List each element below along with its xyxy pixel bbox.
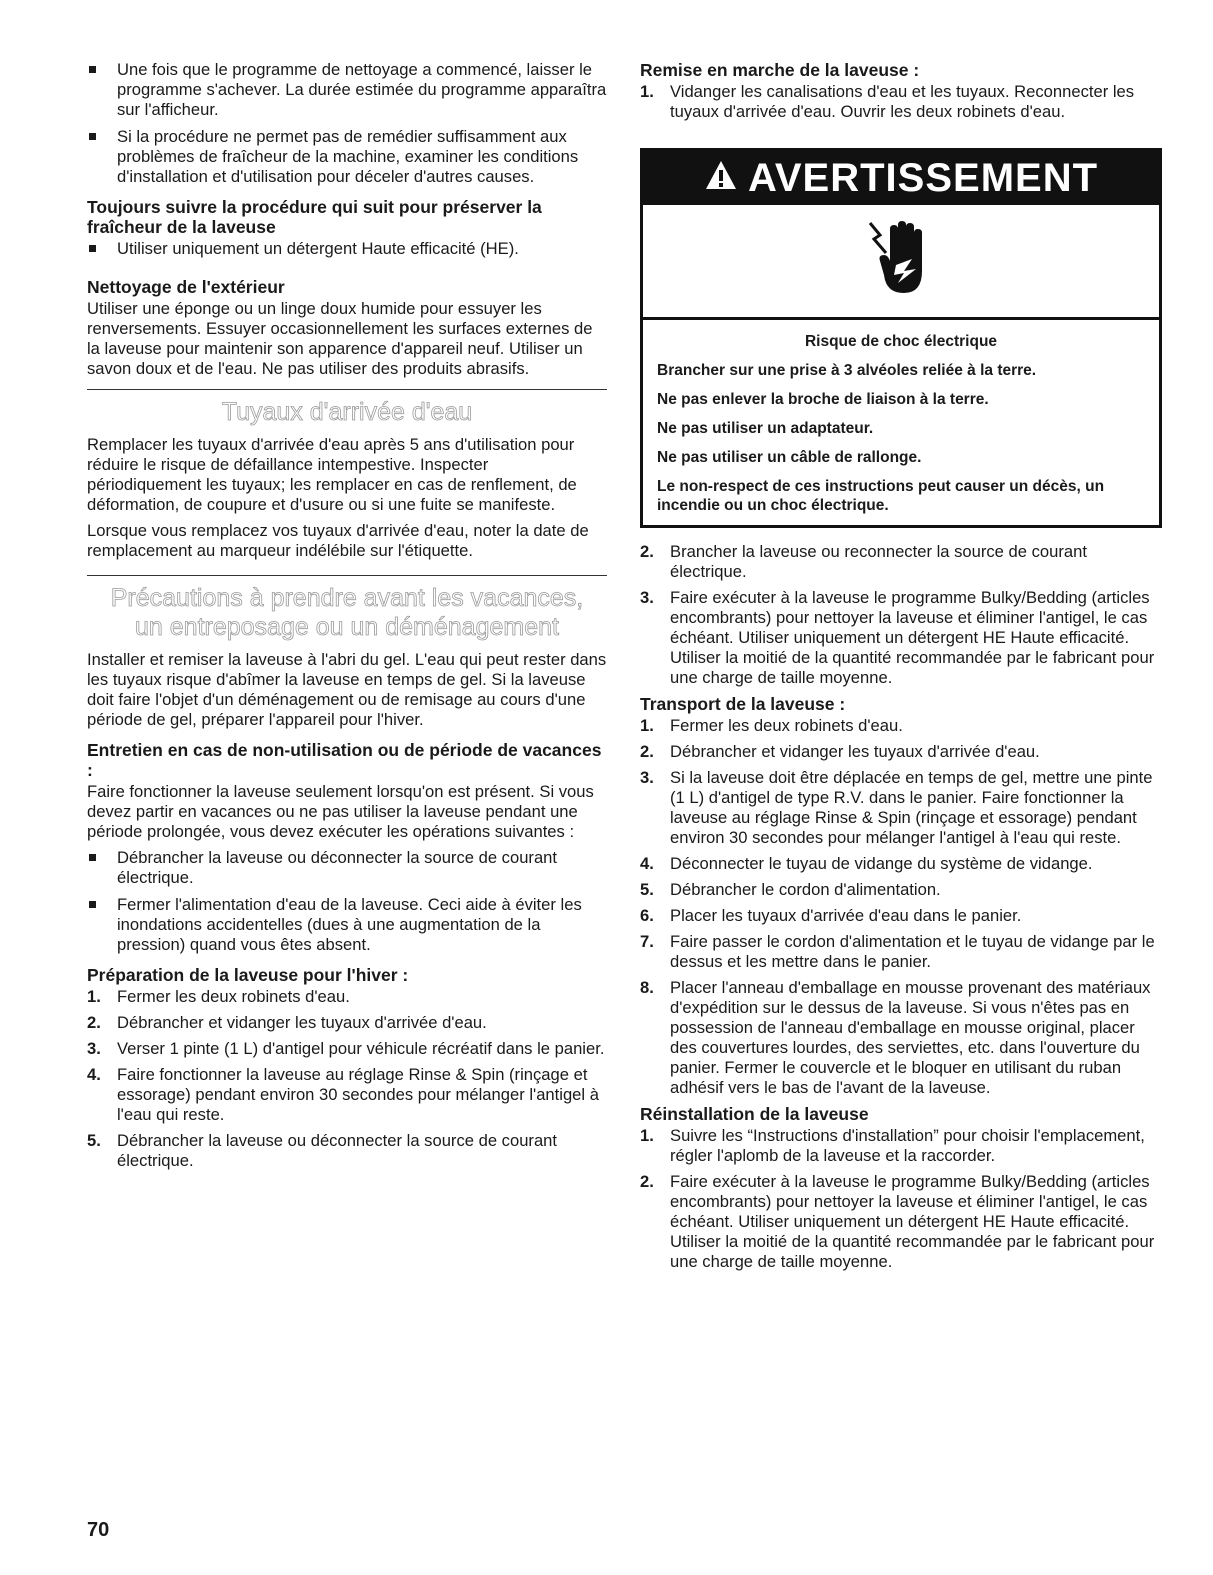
winter-heading: Préparation de la laveuse pour l'hiver : xyxy=(87,965,409,985)
list-item: Fermer l'alimentation d'eau de la laveuse. Ceci aide à éviter les inondations accidentelles (dues à une augmentation de la pression) quand vous êtes absent. xyxy=(87,895,607,955)
list-item xyxy=(87,1131,607,1171)
list-item xyxy=(87,1039,607,1059)
step-text: Fermer les deux robinets d'eau. xyxy=(117,987,350,1006)
step-text: Débrancher et vidanger les tuyaux d'arrivée d'eau. xyxy=(117,1013,487,1032)
list-item xyxy=(640,588,1162,688)
step-text: Faire fonctionner la laveuse au réglage Rinse & Spin (rinçage et essorage) pendant environ 30 secondes pour mélanger l'antigel à l'eau qui reste. xyxy=(117,1065,599,1124)
warning-body xyxy=(643,320,1159,525)
hoses-section-title: Tuyaux d'arrivée d'eau xyxy=(221,398,473,426)
step-number: 1. xyxy=(640,82,654,101)
right-column xyxy=(640,60,1162,1278)
maintenance-heading: Entretien en cas de non-utilisation ou de période de vacances : xyxy=(87,740,602,780)
transport-heading: Transport de la laveuse : xyxy=(640,694,846,714)
reinstall-heading: Réinstallation de la laveuse xyxy=(640,1104,869,1124)
hoses-paragraph: Remplacer les tuyaux d'arrivée d'eau après 5 ans d'utilisation pour réduire le risque de défaillance intempestive. Inspecter périodiquement les tuyaux; les remplacer en cas de renflement, de déformation, de coupure et d'usure ou si une fuite se manifeste. xyxy=(87,435,577,514)
step-number: 3. xyxy=(87,1039,101,1058)
exterior-heading: Nettoyage de l'extérieur xyxy=(87,277,285,297)
step-number: 3. xyxy=(640,768,654,787)
list-item xyxy=(640,1126,1162,1166)
step-text: Débrancher et vidanger les tuyaux d'arrivée d'eau. xyxy=(670,742,1040,761)
section-divider xyxy=(87,389,607,390)
step-number: 2. xyxy=(640,742,654,761)
step-text: Déconnecter le tuyau de vidange du système de vidange. xyxy=(670,854,1093,873)
electric-shock-hand-icon xyxy=(866,219,936,304)
step-number: 1. xyxy=(640,1126,654,1145)
list-item: Une fois que le programme de nettoyage a commencé, laisser le programme s'achever. La durée estimée du programme apparaîtra sur l'afficheur. xyxy=(87,60,607,120)
step-text: Débrancher le cordon d'alimentation. xyxy=(670,880,941,899)
step-text: Verser 1 pinte (1 L) d'antigel pour véhicule récréatif dans le panier. xyxy=(117,1039,605,1058)
step-number: 3. xyxy=(640,588,654,607)
step-number: 6. xyxy=(640,906,654,925)
step-text: Débrancher la laveuse ou déconnecter la source de courant électrique. xyxy=(117,1131,558,1170)
page-number: 70 xyxy=(87,1519,110,1541)
warning-line: Ne pas utiliser un adaptateur. xyxy=(657,420,874,437)
list-item xyxy=(640,854,1162,874)
intro-bullet-list xyxy=(87,60,607,187)
step-text: Placer les tuyaux d'arrivée d'eau dans le panier. xyxy=(670,906,1022,925)
list-item xyxy=(640,932,1162,972)
list-item xyxy=(640,1172,1162,1272)
reinstall-steps xyxy=(640,1126,1162,1272)
section-divider xyxy=(87,575,607,576)
step-number: 2. xyxy=(640,1172,654,1191)
list-item xyxy=(640,716,1162,736)
step-number: 8. xyxy=(640,978,654,997)
list-item: Si la procédure ne permet pas de remédier suffisamment aux problèmes de fraîcheur de la machine, examiner les conditions d'installation et d'utilisation pour déceler d'autres causes. xyxy=(87,127,607,187)
warning-header xyxy=(643,151,1159,205)
warning-line: Le non-respect de ces instructions peut causer un décès, un incendie ou un choc électrique. xyxy=(657,478,1105,514)
restart-steps-rest xyxy=(640,542,1162,688)
list-item xyxy=(640,82,1162,122)
step-text: Suivre les “Instructions d'installation” pour choisir l'emplacement, régler l'aplomb de la laveuse et la raccorder. xyxy=(670,1126,1145,1165)
maintenance-bullet-list xyxy=(87,848,607,955)
step-number: 4. xyxy=(87,1065,101,1084)
step-number: 7. xyxy=(640,932,654,951)
hoses-paragraph-2: Lorsque vous remplacez vos tuyaux d'arrivée d'eau, noter la date de remplacement au marqueur indélébile sur l'étiquette. xyxy=(87,521,589,560)
list-item xyxy=(640,768,1162,848)
warning-triangle-icon xyxy=(704,151,738,205)
vacation-paragraph: Installer et remiser la laveuse à l'abri du gel. L'eau qui peut rester dans les tuyaux risque d'abîmer la laveuse en temps de gel. Si la laveuse doit faire l'objet d'un déménagement ou de remisage au cours d'une période de gel, préparer l'appareil pour l'hiver. xyxy=(87,650,607,729)
step-text: Brancher la laveuse ou reconnecter la source de courant électrique. xyxy=(670,542,1087,581)
step-text: Faire exécuter à la laveuse le programme Bulky/Bedding (articles encombrants) pour nettoyer la laveuse et éliminer l'antigel, le cas échéant. Utiliser uniquement un détergent HE Haute efficacité. Utiliser la moitié de la quantité recommandée par le fabricant pour une charge de taille moyenne. xyxy=(670,588,1155,687)
step-number: 4. xyxy=(640,854,654,873)
restart-steps-first xyxy=(640,82,1162,122)
freshness-bullet-list xyxy=(87,239,607,259)
vacation-section-title: Précautions à prendre avant les vacances, xyxy=(110,584,584,612)
list-item xyxy=(640,978,1162,1098)
step-number: 5. xyxy=(87,1131,101,1150)
exterior-paragraph: Utiliser une éponge ou un linge doux humide pour essuyer les renversements. Essuyer occasionnellement les surfaces externes de la laveuse pour maintenir son apparence d'appareil neuf. Utiliser un savon doux et de l'eau. Ne pas utiliser des produits abrasifs. xyxy=(87,299,593,378)
step-text: Vidanger les canalisations d'eau et les tuyaux. Reconnecter les tuyaux d'arrivée d'eau. Ouvrir les deux robinets d'eau. xyxy=(670,82,1135,121)
left-column xyxy=(87,60,607,1177)
step-number: 1. xyxy=(87,987,101,1006)
step-text: Si la laveuse doit être déplacée en temps de gel, mettre une pinte (1 L) d'antigel de type R.V. dans le panier. Faire fonctionner la laveuse au réglage Rinse & Spin (rinçage et essorage) pendant environ 30 secondes pour mélanger l'antigel à l'eau qui reste. xyxy=(670,768,1153,847)
step-text: Faire passer le cordon d'alimentation et le tuyau de vidange par le dessus et les mettre dans le panier. xyxy=(670,932,1155,971)
maintenance-paragraph: Faire fonctionner la laveuse seulement lorsqu'on est présent. Si vous devez partir en vacances ou ne pas utiliser la laveuse pendant une période prolongée, vous devez exécuter les opérations suivantes : xyxy=(87,782,594,841)
step-number: 2. xyxy=(640,542,654,561)
step-text: Faire exécuter à la laveuse le programme Bulky/Bedding (articles encombrants) pour nettoyer la laveuse et éliminer l'antigel, le cas échéant. Utiliser uniquement un détergent HE Haute efficacité. Utiliser la moitié de la quantité recommandée par le fabricant pour une charge de taille moyenne. xyxy=(670,1172,1155,1271)
warning-title: AVERTISSEMENT xyxy=(747,156,1099,200)
step-number: 5. xyxy=(640,880,654,899)
warning-risk-title: Risque de choc électrique xyxy=(804,333,998,350)
warning-box xyxy=(640,148,1162,528)
step-text: Fermer les deux robinets d'eau. xyxy=(670,716,903,735)
list-item xyxy=(640,906,1162,926)
list-item: Utiliser uniquement un détergent Haute efficacité (HE). xyxy=(87,239,607,259)
vacation-section-title-line2: un entreposage ou un déménagement xyxy=(135,613,559,641)
restart-heading: Remise en marche de la laveuse : xyxy=(640,60,920,80)
step-number: 2. xyxy=(87,1013,101,1032)
warning-icon-row xyxy=(643,205,1159,320)
list-item xyxy=(87,1065,607,1125)
warning-line: Ne pas enlever la broche de liaison à la terre. xyxy=(657,391,989,408)
list-item xyxy=(87,987,607,1007)
warning-line: Ne pas utiliser un câble de rallonge. xyxy=(657,449,922,466)
transport-steps xyxy=(640,716,1162,1098)
list-item xyxy=(640,880,1162,900)
list-item xyxy=(640,742,1162,762)
warning-line: Brancher sur une prise à 3 alvéoles reliée à la terre. xyxy=(657,362,1037,379)
winter-steps xyxy=(87,987,607,1171)
list-item xyxy=(87,1013,607,1033)
list-item xyxy=(640,542,1162,582)
step-number: 1. xyxy=(640,716,654,735)
list-item: Débrancher la laveuse ou déconnecter la source de courant électrique. xyxy=(87,848,607,888)
step-text: Placer l'anneau d'emballage en mousse provenant des matériaux d'expédition sur le dessus de la laveuse. Si vous n'êtes pas en possession de l'anneau d'emballage en mousse original, placer des couvertures lourdes, des serviettes, etc. dans l'ouverture du panier. Fermer le couvercle et le bloquer en utilisant du ruban adhésif vers le bas de l'avant de la laveuse. xyxy=(670,978,1151,1097)
freshness-heading: Toujours suivre la procédure qui suit pour préserver la fraîcheur de la laveuse xyxy=(87,197,542,237)
